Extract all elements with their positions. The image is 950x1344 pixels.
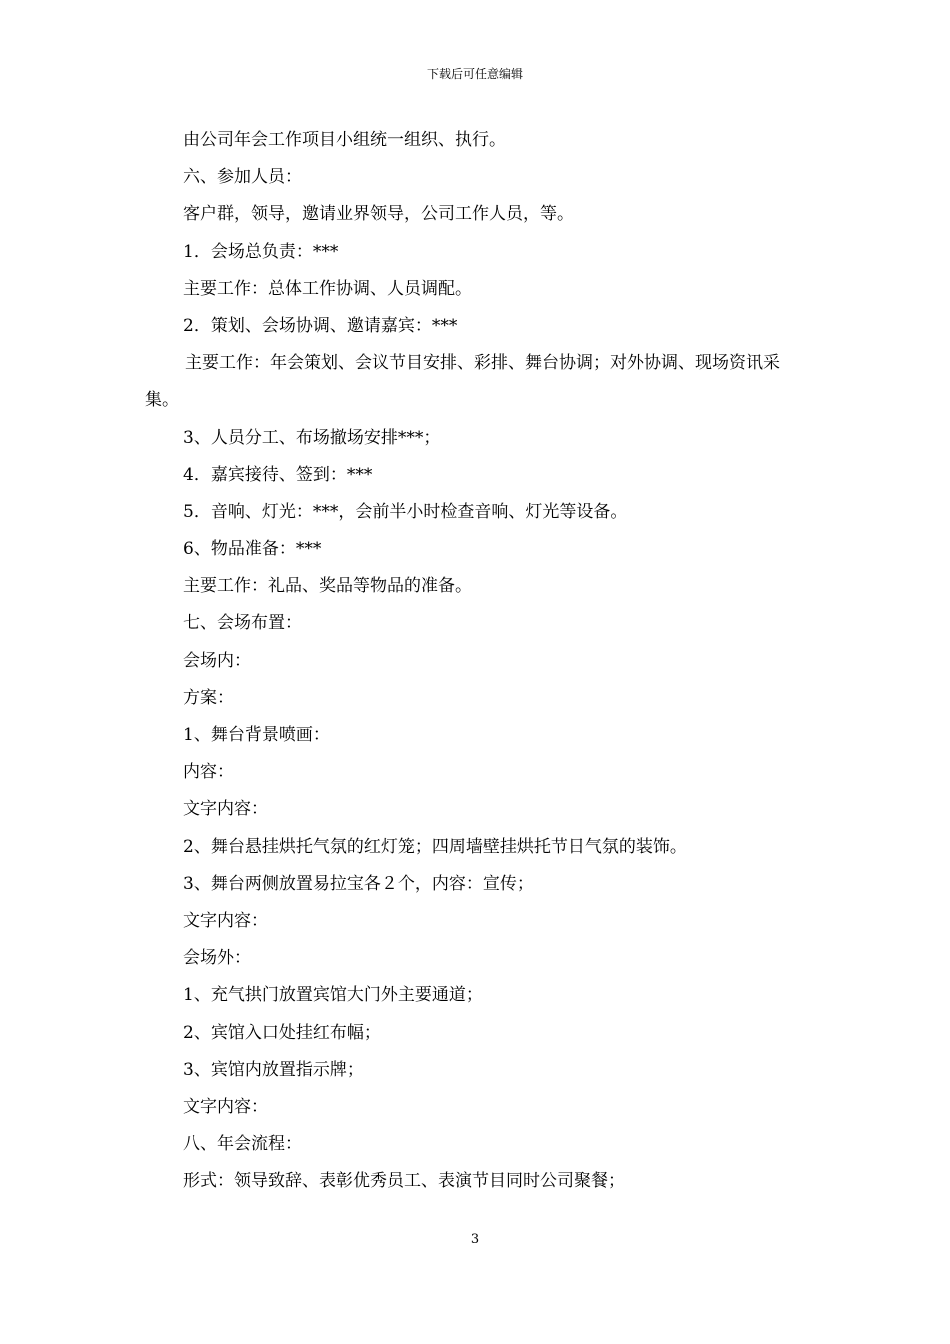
page-number: 3	[470, 1232, 480, 1247]
list-item: 1．会场总负责：***	[183, 241, 339, 262]
paragraph-line: 文字内容：	[183, 799, 268, 820]
paragraph-line: 主要工作：礼品、奖品等物品的准备。	[183, 576, 472, 597]
list-item: 2．策划、会场协调、邀请嘉宾：***	[183, 315, 458, 336]
list-item: 2、宾馆入口处挂红布幅；	[183, 1022, 381, 1043]
document-body	[145, 122, 813, 1200]
list-item: 1、充气拱门放置宾馆大门外主要通道；	[183, 985, 483, 1006]
paragraph-line-wrapped: 主要工作：年会策划、会议节目安排、彩排、舞台协调；对外协调、现场资讯采集。	[145, 353, 780, 411]
paragraph-line: 文字内容：	[183, 1096, 268, 1117]
section-heading: 八、年会流程：	[183, 1134, 302, 1155]
paragraph-line: 由公司年会工作项目小组统一组织、执行。	[183, 130, 506, 150]
list-item: 4．嘉宾接待、签到：***	[183, 464, 373, 485]
list-item: 3、人员分工、布场撤场安排***；	[183, 427, 441, 448]
page-header: 下载后可任意编辑	[426, 67, 523, 81]
paragraph-line: 会场内：	[183, 650, 251, 671]
list-item: 5．音响、灯光：***，会前半小时检查音响、灯光等设备。	[183, 501, 628, 522]
paragraph-line: 主要工作：总体工作协调、人员调配。	[183, 278, 472, 299]
paragraph-line: 文字内容：	[183, 910, 268, 931]
list-item: 3、舞台两侧放置易拉宝各２个，内容：宣传；	[183, 873, 534, 894]
list-item: 3、宾馆内放置指示牌；	[183, 1059, 364, 1080]
list-item: 1、舞台背景喷画：	[183, 725, 330, 746]
section-heading: 七、会场布置：	[183, 613, 302, 634]
list-item: 2、舞台悬挂烘托气氛的红灯笼；四周墙壁挂烘托节日气氛的装饰。	[183, 836, 687, 857]
paragraph-line: 形式：领导致辞、表彰优秀员工、表演节目同时公司聚餐；	[183, 1171, 625, 1192]
paragraph-line: 客户群，领导，邀请业界领导，公司工作人员，等。	[183, 204, 574, 225]
paragraph-line: 方案：	[183, 687, 234, 708]
paragraph-line: 会场外：	[183, 948, 251, 969]
section-heading: 六、参加人员：	[183, 167, 302, 188]
paragraph-line: 内容：	[183, 762, 234, 783]
list-item: 6、物品准备：***	[183, 539, 322, 560]
